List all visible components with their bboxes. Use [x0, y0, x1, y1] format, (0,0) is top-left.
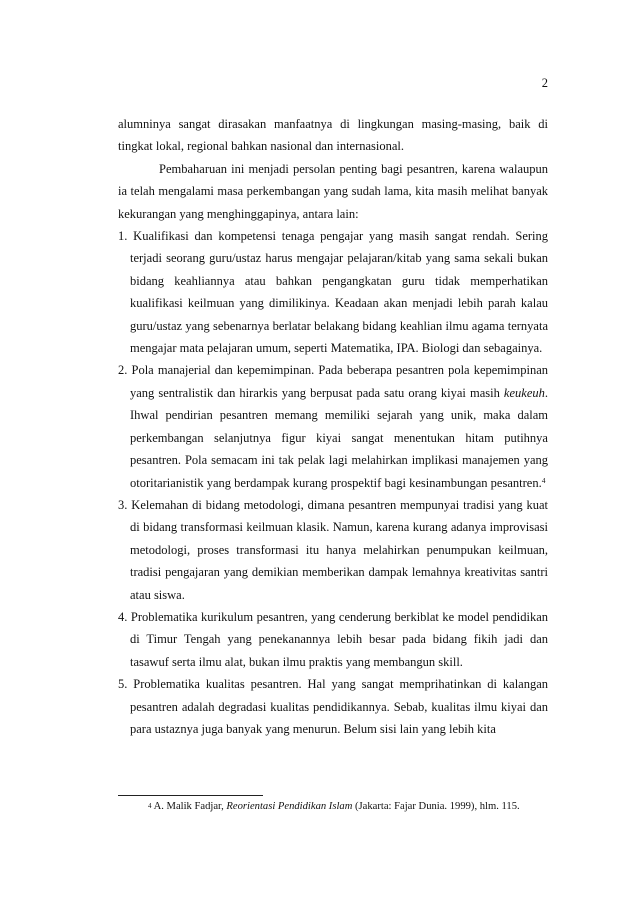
- footnote-reference: 4: [541, 475, 546, 485]
- list-item-number: 4.: [118, 609, 128, 624]
- paragraph-continuation: alumninya sangat dirasakan manfaatnya di lingkungan masing-masing, baik di tingkat lokal, regional bahkan nasional dan internasional.: [118, 117, 548, 154]
- list-item-text: Problematika kurikulum pesantren, yang cenderung berkiblat ke model pendidikan di Timur Tengah yang penekanannya lebih besar pada bidang fikih jadi dan tasawuf serta ilmu alat, bukan ilmu praktis yang membangun skill.: [130, 609, 548, 669]
- list-item-text: Pola manajerial dan kepemimpinan. Pada beberapa pesantren pola kepemimpinan yang sentralistik dan hirarkis yang berpusat pada satu orang kiyai masih: [130, 363, 548, 400]
- list-item-number: 1.: [118, 229, 128, 244]
- list-item-text: . Ihwal pendirian pesantren memang memiliki sejarah yang unik, maka dalam perkembangan selanjutnya figur kiyai sangat menentukan hitam putihnya pesantren. Pola semacam ini tak pelak lagi melahirkan implikasi manajemen yang otoritarianistik yang berdampak kurang prospektif bagi kesinambungan pesantren.: [130, 385, 548, 490]
- footnote: [148, 800, 558, 814]
- page-number: 2: [541, 76, 548, 90]
- list-item: [118, 673, 548, 740]
- list-item: [118, 225, 548, 359]
- paragraph-pembaharuan: Pembaharuan ini menjadi persolan penting bagi pesantren, karena walaupun ia telah mengalami masa perkembangan yang sudah lama, kita masih melihat banyak kekurangan yang menghinggapinya, antara lain:: [118, 161, 548, 221]
- list-item-text: Kualifikasi dan kompetensi tenaga pengajar yang masih sangat rendah. Sering terjadi seorang guru/ustaz harus mengajar pelajaran/kitab yang sama sekali bukan bidang keahliannya atau bahkan pengangkatan guru tidak memperhatikan kualifikasi keilmuan yang dimilikinya. Keadaan akan menjadi lebih parah kalau guru/ustaz yang sebenarnya berlatar belakang bidang keahlian ilmu agama ternyata mengajar mata pelajaran umum, seperti Matematika, IPA. Biologi dan sebagainya.: [130, 229, 548, 356]
- footnote-publication: (Jakarta: Fajar Dunia. 1999), hlm. 115.: [352, 801, 520, 812]
- list-item-number: 2.: [118, 363, 128, 378]
- list-item-text: Kelemahan di bidang metodologi, dimana pesantren mempunyai tradisi yang kuat di bidang transformasi keilmuan klasik. Namun, karena kurang adanya improvisasi metodologi, proses transformasi itu hanya melahirkan penumpukan keilmuan, tradisi pengajaran yang demikian memberikan dampak lemahnya kreativitas santri atau siswa.: [130, 497, 548, 602]
- list-item: [118, 606, 548, 673]
- footnote-author: A. Malik Fadjar,: [153, 801, 227, 812]
- list-item-italic-term: keukeuh: [503, 385, 545, 400]
- list-item-text: Problematika kualitas pesantren. Hal yang sangat memprihatinkan di kalangan pesantren adalah degradasi kualitas pendidikannya. Sebab, kualitas ilmu kiyai dan para ustaznya juga banyak yang menurun. Belum sisi lain yang lebih kita: [130, 677, 549, 736]
- footnote-mark: 4: [148, 802, 152, 810]
- footnote-divider: [118, 795, 263, 796]
- list-item: [118, 359, 548, 493]
- body-text: [118, 113, 548, 740]
- list-item: [118, 494, 548, 606]
- list-item-number: 3.: [118, 497, 128, 512]
- problem-list: [118, 225, 548, 740]
- footnote-title: Reorientasi Pendidikan Islam: [226, 801, 353, 812]
- list-item-number: 5.: [118, 677, 128, 692]
